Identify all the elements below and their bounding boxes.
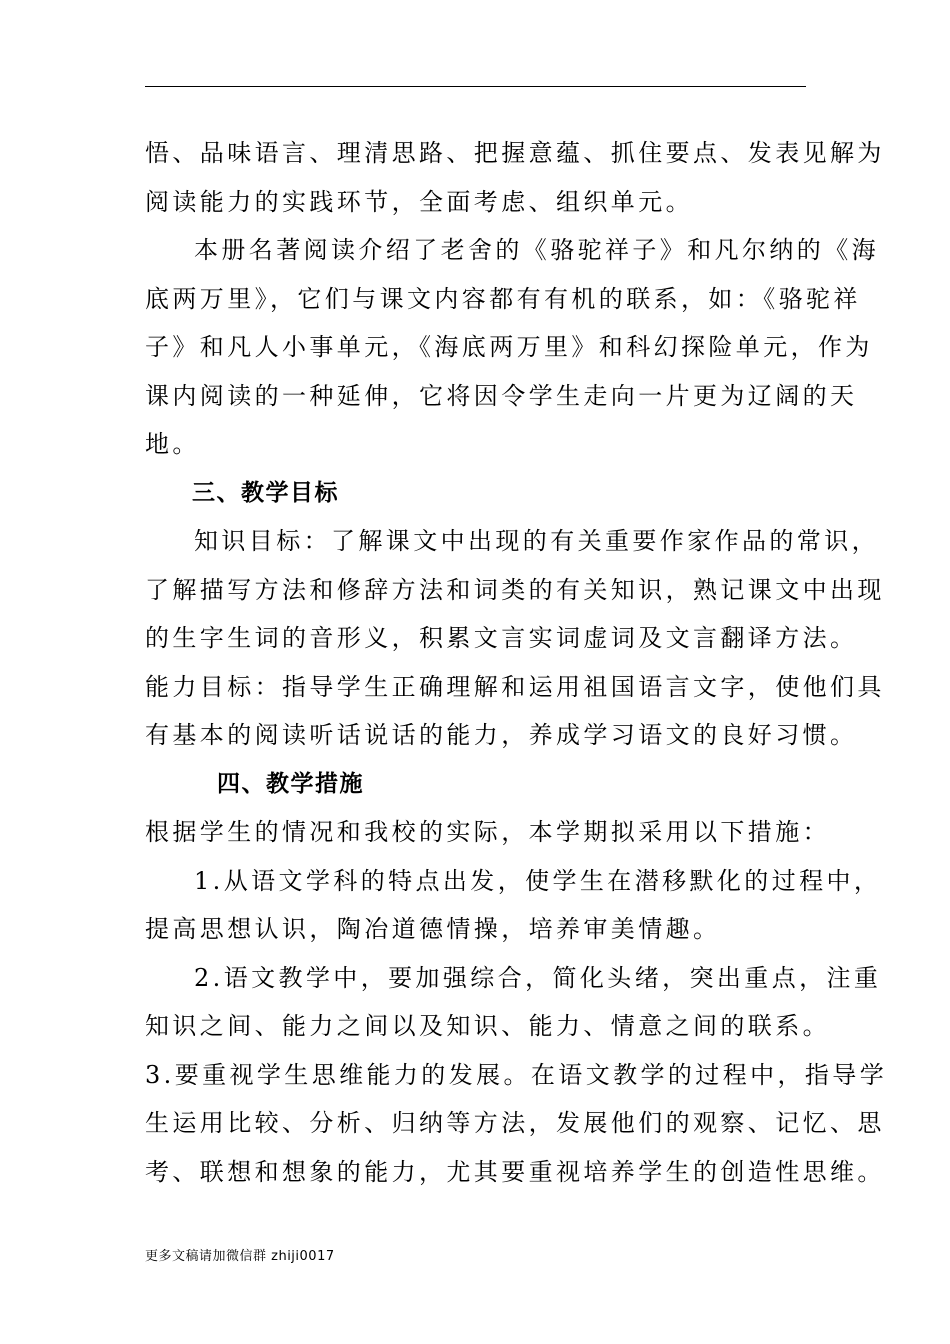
list-item-line: 考、联想和想象的能力，尤其要重视培养学生的创造性思维。 xyxy=(145,1157,885,1186)
document-body xyxy=(145,129,888,1196)
list-item-line: 生运用比较、分析、归纳等方法，发展他们的观察、记忆、思 xyxy=(145,1109,885,1137)
paragraph-line: 悟、品味语言、理清思路、把握意蕴、抓住要点、发表见解为 xyxy=(145,139,885,167)
paragraph-line: 有基本的阅读听话说话的能力，养成学习语文的良好习惯。 xyxy=(145,721,858,749)
list-item-line: 1.从语文学科的特点出发，使学生在潜移默化的过程中， xyxy=(194,866,882,895)
paragraph-line: 知识目标：了解课文中出现的有关重要作家作品的常识， xyxy=(194,527,879,555)
list-item-line: 提高思想认识，陶冶道德情操，培养审美情趣。 xyxy=(145,915,721,943)
paragraph-line: 子》和凡人小事单元，《海底两万里》和科幻探险单元，作为 xyxy=(145,333,873,361)
section-heading-teaching-measures: 四、教学措施 xyxy=(217,770,364,797)
list-item-line: 知识之间、能力之间以及知识、能力、情意之间的联系。 xyxy=(145,1012,830,1040)
header-rule xyxy=(145,86,806,87)
paragraph-line: 根据学生的情况和我校的实际，本学期拟采用以下措施： xyxy=(145,818,830,846)
paragraph-line: 本册名著阅读介绍了老舍的《骆驼祥子》和凡尔纳的《海 xyxy=(194,236,879,264)
paragraph-line: 了解描写方法和修辞方法和词类的有关知识，熟记课文中出现 xyxy=(145,575,885,604)
paragraph-line: 地。 xyxy=(145,430,200,458)
paragraph-line: 能力目标：指导学生正确理解和运用祖国语言文字，使他们具 xyxy=(145,672,885,701)
paragraph-line: 的生字生词的音形义，积累文言实词虚词及文言翻译方法。 xyxy=(145,624,858,652)
paragraph-line: 课内阅读的一种延伸，它将因令学生走向一片更为辽阔的天 xyxy=(145,381,858,410)
paragraph-line: 阅读能力的实践环节，全面考虑、组织单元。 xyxy=(145,187,693,216)
paragraph-line: 底两万里》，它们与课文内容都有有机的联系，如：《骆驼祥 xyxy=(145,284,861,313)
section-heading-teaching-goals: 三、教学目标 xyxy=(192,479,339,506)
footer-note: 更多文稿请加微信群 zhiji0017 xyxy=(145,1249,335,1264)
list-item-line: 2.语文教学中，要加强综合，简化头绪，突出重点，注重 xyxy=(194,963,882,992)
list-item-line: 3.要重视学生思维能力的发展。在语文教学的过程中，指导学 xyxy=(145,1060,888,1089)
